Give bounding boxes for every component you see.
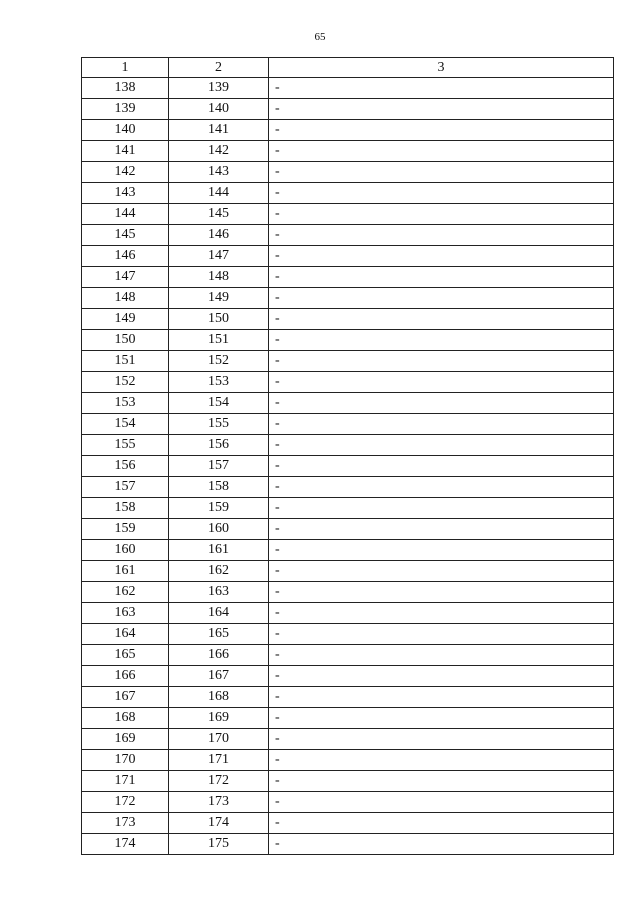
table-cell: 164 [169,603,269,624]
table-cell: 170 [169,729,269,750]
table-row [82,561,614,582]
table-cell: - [269,456,614,477]
table-row [82,288,614,309]
table-cell: - [269,414,614,435]
table-cell: - [269,813,614,834]
table-cell: 172 [169,771,269,792]
table-cell: 174 [169,813,269,834]
table-row [82,456,614,477]
table-row [82,603,614,624]
table-cell: 156 [82,456,169,477]
table-cell: - [269,477,614,498]
table-cell: 151 [82,351,169,372]
table-row [82,624,614,645]
table-row [82,99,614,120]
table-row [82,162,614,183]
table-cell: - [269,624,614,645]
table-cell: 155 [82,435,169,456]
table-cell: 163 [169,582,269,603]
table-row [82,477,614,498]
table-row [82,729,614,750]
table-cell: - [269,603,614,624]
table-row [82,540,614,561]
table-cell: 171 [82,771,169,792]
table-cell: 149 [82,309,169,330]
table-cell: - [269,120,614,141]
column-header-2: 2 [169,58,269,78]
table-cell: 151 [169,330,269,351]
table-cell: 152 [169,351,269,372]
table-body [82,78,614,855]
table-cell: 146 [82,246,169,267]
table-cell: 153 [169,372,269,393]
table-cell: 168 [82,708,169,729]
table-cell: 146 [169,225,269,246]
table-cell: 144 [169,183,269,204]
table-cell: 143 [82,183,169,204]
table-cell: 142 [82,162,169,183]
table-row [82,750,614,771]
table-cell: - [269,561,614,582]
table-cell: - [269,288,614,309]
table-cell: 175 [169,834,269,855]
table-row [82,666,614,687]
table-cell: - [269,498,614,519]
table-cell: 150 [169,309,269,330]
table-cell: 147 [169,246,269,267]
table-cell: 140 [82,120,169,141]
table-row [82,351,614,372]
table-header-row [82,58,614,78]
table-cell: - [269,666,614,687]
table-cell: - [269,708,614,729]
table-cell: 162 [169,561,269,582]
table-cell: - [269,750,614,771]
table-cell: 158 [169,477,269,498]
table-cell: - [269,162,614,183]
table-cell: - [269,330,614,351]
table-cell: - [269,687,614,708]
table-cell: 139 [82,99,169,120]
table-cell: - [269,372,614,393]
table-cell: 138 [82,78,169,99]
table-row [82,225,614,246]
table-row [82,246,614,267]
page-number: 65 [314,31,326,43]
table-cell: 143 [169,162,269,183]
table-cell: 139 [169,78,269,99]
table-cell: 156 [169,435,269,456]
table-row [82,498,614,519]
table-cell: - [269,645,614,666]
table-cell: 171 [169,750,269,771]
table-cell: 167 [82,687,169,708]
table-cell: 170 [82,750,169,771]
table-cell: 160 [169,519,269,540]
table-row [82,687,614,708]
data-table [81,57,614,855]
table-cell: 153 [82,393,169,414]
table-cell: 164 [82,624,169,645]
table-cell: - [269,792,614,813]
table-cell: 169 [82,729,169,750]
table-row [82,792,614,813]
table-cell: 167 [169,666,269,687]
table-cell: 145 [82,225,169,246]
table-cell: 145 [169,204,269,225]
table-cell: - [269,771,614,792]
table-row [82,183,614,204]
table-cell: - [269,246,614,267]
table-cell: 172 [82,792,169,813]
table-cell: - [269,519,614,540]
table-row [82,708,614,729]
table-cell: 174 [82,834,169,855]
table-row [82,267,614,288]
table-cell: 158 [82,498,169,519]
table-row [82,834,614,855]
table-row [82,120,614,141]
table-cell: 173 [82,813,169,834]
table-cell: - [269,78,614,99]
table-cell: 141 [82,141,169,162]
table-cell: 152 [82,372,169,393]
table-cell: 149 [169,288,269,309]
table-cell: 160 [82,540,169,561]
table-row [82,309,614,330]
table-row [82,204,614,225]
table-cell: - [269,225,614,246]
table-cell: 157 [82,477,169,498]
table-row [82,771,614,792]
table-row [82,330,614,351]
table-cell: - [269,141,614,162]
table-cell: 159 [82,519,169,540]
table-cell: - [269,729,614,750]
table-row [82,645,614,666]
table-cell: 157 [169,456,269,477]
table-cell: 150 [82,330,169,351]
table-row [82,435,614,456]
table-row [82,582,614,603]
table-cell: 148 [169,267,269,288]
table-cell: 173 [169,792,269,813]
table-row [82,372,614,393]
table-cell: - [269,393,614,414]
table-cell: 168 [169,687,269,708]
table-cell: 154 [82,414,169,435]
table-row [82,519,614,540]
table-cell: 161 [169,540,269,561]
table-cell: 159 [169,498,269,519]
table-cell: 147 [82,267,169,288]
table-cell: 163 [82,603,169,624]
table-cell: - [269,99,614,120]
table-cell: 155 [169,414,269,435]
table-row [82,414,614,435]
column-header-3: 3 [269,58,614,78]
table-row [82,141,614,162]
table-cell: 166 [82,666,169,687]
table-row [82,78,614,99]
table-cell: - [269,834,614,855]
table-cell: - [269,435,614,456]
table-cell: - [269,267,614,288]
table-cell: - [269,540,614,561]
table-cell: - [269,309,614,330]
table-cell: 154 [169,393,269,414]
table-cell: - [269,183,614,204]
table-cell: 165 [82,645,169,666]
table-cell: 142 [169,141,269,162]
table-cell: 162 [82,582,169,603]
table-cell: - [269,204,614,225]
table-cell: 141 [169,120,269,141]
column-header-1: 1 [82,58,169,78]
table-cell: 165 [169,624,269,645]
table-row [82,393,614,414]
table-row [82,813,614,834]
table-cell: 148 [82,288,169,309]
table-cell: 140 [169,99,269,120]
table-cell: - [269,351,614,372]
table-cell: 169 [169,708,269,729]
table-cell: 161 [82,561,169,582]
table-cell: 144 [82,204,169,225]
table-cell: 166 [169,645,269,666]
table-cell: - [269,582,614,603]
